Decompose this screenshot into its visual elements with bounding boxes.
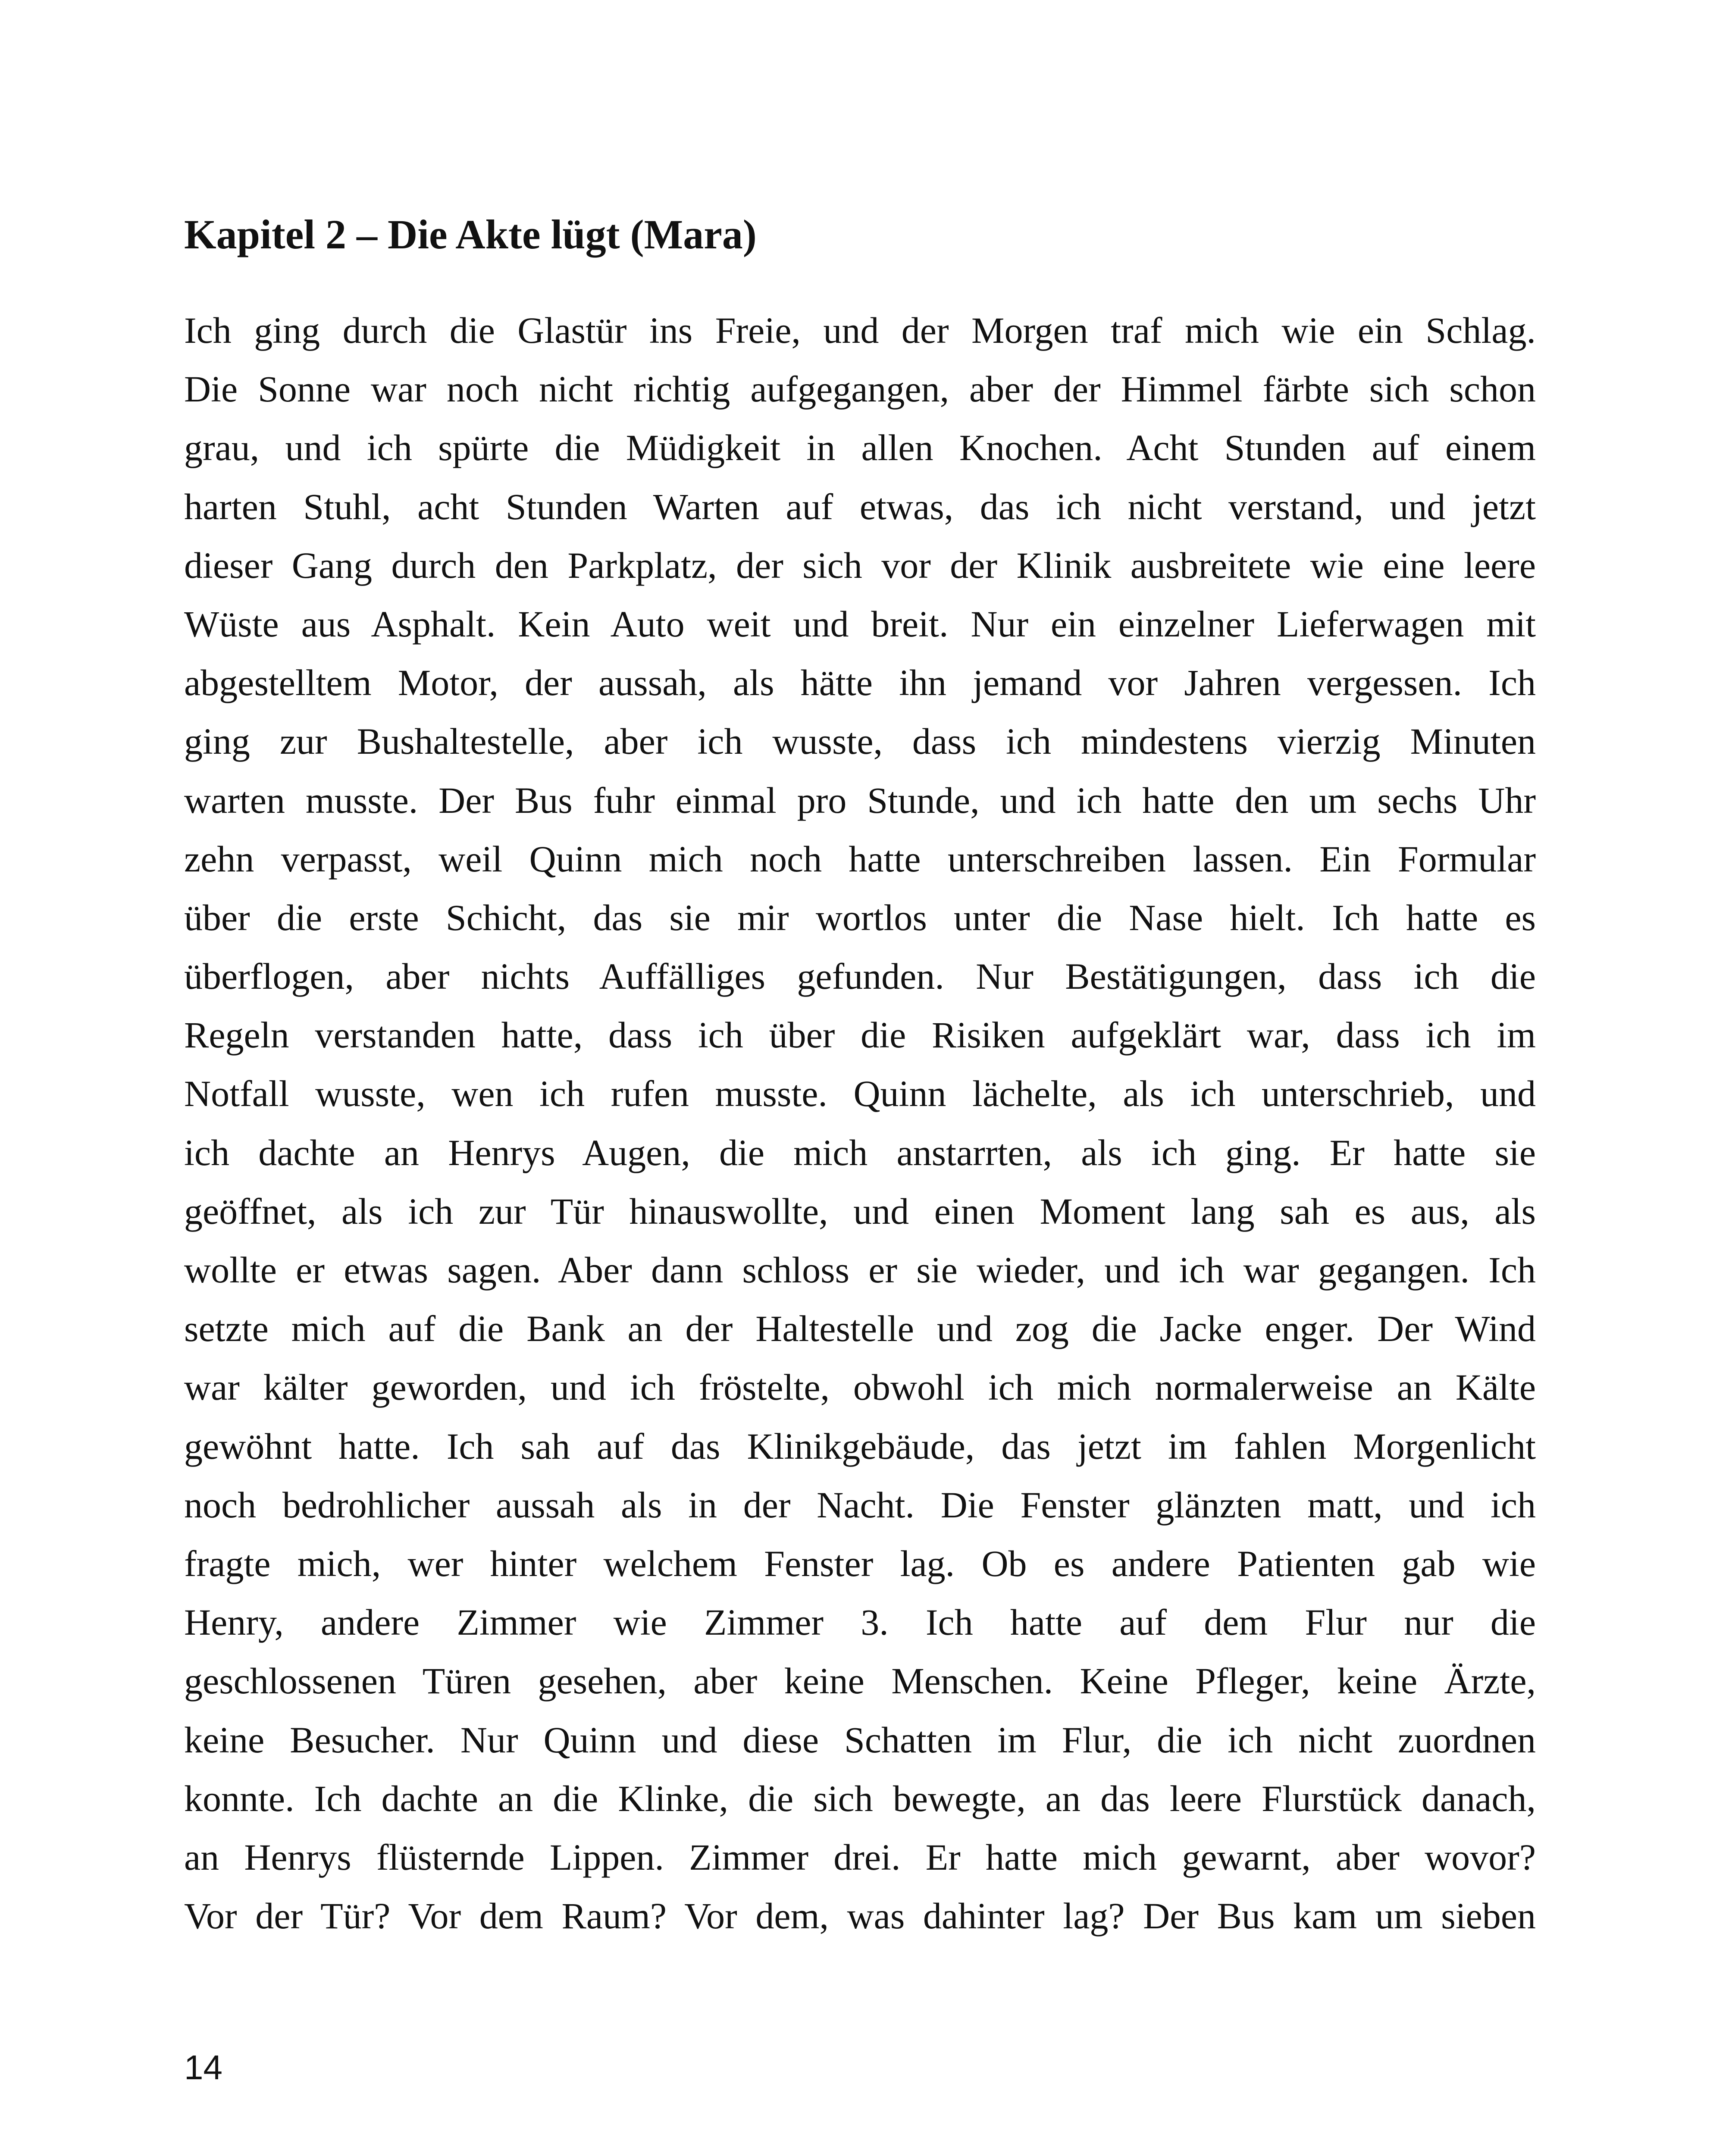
text-line: Regeln verstanden hatte, dass ich über die Risiken aufgeklärt war, dass ich im [184, 1014, 1536, 1056]
text-line: über die erste Schicht, das sie mir wortlos unter die Nase hielt. Ich hatte es [184, 896, 1536, 938]
text-line: Vor der Tür? Vor dem Raum? Vor dem, was dahinter lag? Der Bus kam um sieben [184, 1895, 1536, 1937]
body-text [184, 301, 1536, 1945]
text-line: an Henrys flüsternde Lippen. Zimmer drei. Er hatte mich gewarnt, aber wovor? [184, 1836, 1536, 1878]
text-line: zehn verpasst, weil Quinn mich noch hatte unterschreiben lassen. Ein Formular [184, 838, 1536, 880]
text-line: geschlossenen Türen gesehen, aber keine Menschen. Keine Pfleger, keine Ärzte, [184, 1660, 1536, 1702]
text-line: Notfall wusste, wen ich rufen musste. Quinn lächelte, als ich unterschrieb, und [184, 1073, 1536, 1115]
page-number: 14 [184, 2048, 222, 2087]
text-line: Henry, andere Zimmer wie Zimmer 3. Ich hatte auf dem Flur nur die [184, 1601, 1536, 1643]
text-line: warten musste. Der Bus fuhr einmal pro Stunde, und ich hatte den um sechs Uhr [184, 779, 1536, 821]
chapter-title: Kapitel 2 – Die Akte lügt (Mara) [184, 211, 757, 257]
text-line: war kälter geworden, und ich fröstelte, obwohl ich mich normalerweise an Kälte [184, 1366, 1536, 1408]
text-line: ich dachte an Henrys Augen, die mich anstarrten, als ich ging. Er hatte sie [184, 1131, 1536, 1173]
text-line: gewöhnt hatte. Ich sah auf das Klinikgebäude, das jetzt im fahlen Morgenlicht [184, 1425, 1536, 1467]
text-line: überflogen, aber nichts Auffälliges gefunden. Nur Bestätigungen, dass ich die [184, 956, 1536, 997]
text-line: wollte er etwas sagen. Aber dann schloss er sie wieder, und ich war gegangen. Ich [184, 1249, 1536, 1291]
text-line: ging zur Bushaltestelle, aber ich wusste, dass ich mindestens vierzig Minuten [184, 721, 1536, 762]
text-line: Wüste aus Asphalt. Kein Auto weit und breit. Nur ein einzelner Lieferwagen mit [184, 603, 1536, 645]
text-line: noch bedrohlicher aussah als in der Nacht. Die Fenster glänzten matt, und ich [184, 1484, 1536, 1526]
text-line: Ich ging durch die Glastür ins Freie, und der Morgen traf mich wie ein Schlag. [184, 310, 1536, 351]
text-line: geöffnet, als ich zur Tür hinauswollte, und einen Moment lang sah es aus, als [184, 1190, 1536, 1232]
text-line: fragte mich, wer hinter welchem Fenster lag. Ob es andere Patienten gab wie [184, 1542, 1536, 1584]
text-line: Die Sonne war noch nicht richtig aufgegangen, aber der Himmel färbte sich schon [184, 368, 1536, 410]
text-line: abgestelltem Motor, der aussah, als hätte ihn jemand vor Jahren vergessen. Ich [184, 662, 1536, 704]
text-line: keine Besucher. Nur Quinn und diese Schatten im Flur, die ich nicht zuordnen [184, 1719, 1536, 1761]
text-line: dieser Gang durch den Parkplatz, der sich vor der Klinik ausbreitete wie eine leere [184, 544, 1536, 586]
text-line: setzte mich auf die Bank an der Haltestelle und zog die Jacke enger. Der Wind [184, 1308, 1536, 1350]
text-line: konnte. Ich dachte an die Klinke, die sich bewegte, an das leere Flurstück danach, [184, 1777, 1536, 1819]
text-line: harten Stuhl, acht Stunden Warten auf etwas, das ich nicht verstand, und jetzt [184, 486, 1536, 527]
text-line: grau, und ich spürte die Müdigkeit in allen Knochen. Acht Stunden auf einem [184, 427, 1536, 469]
